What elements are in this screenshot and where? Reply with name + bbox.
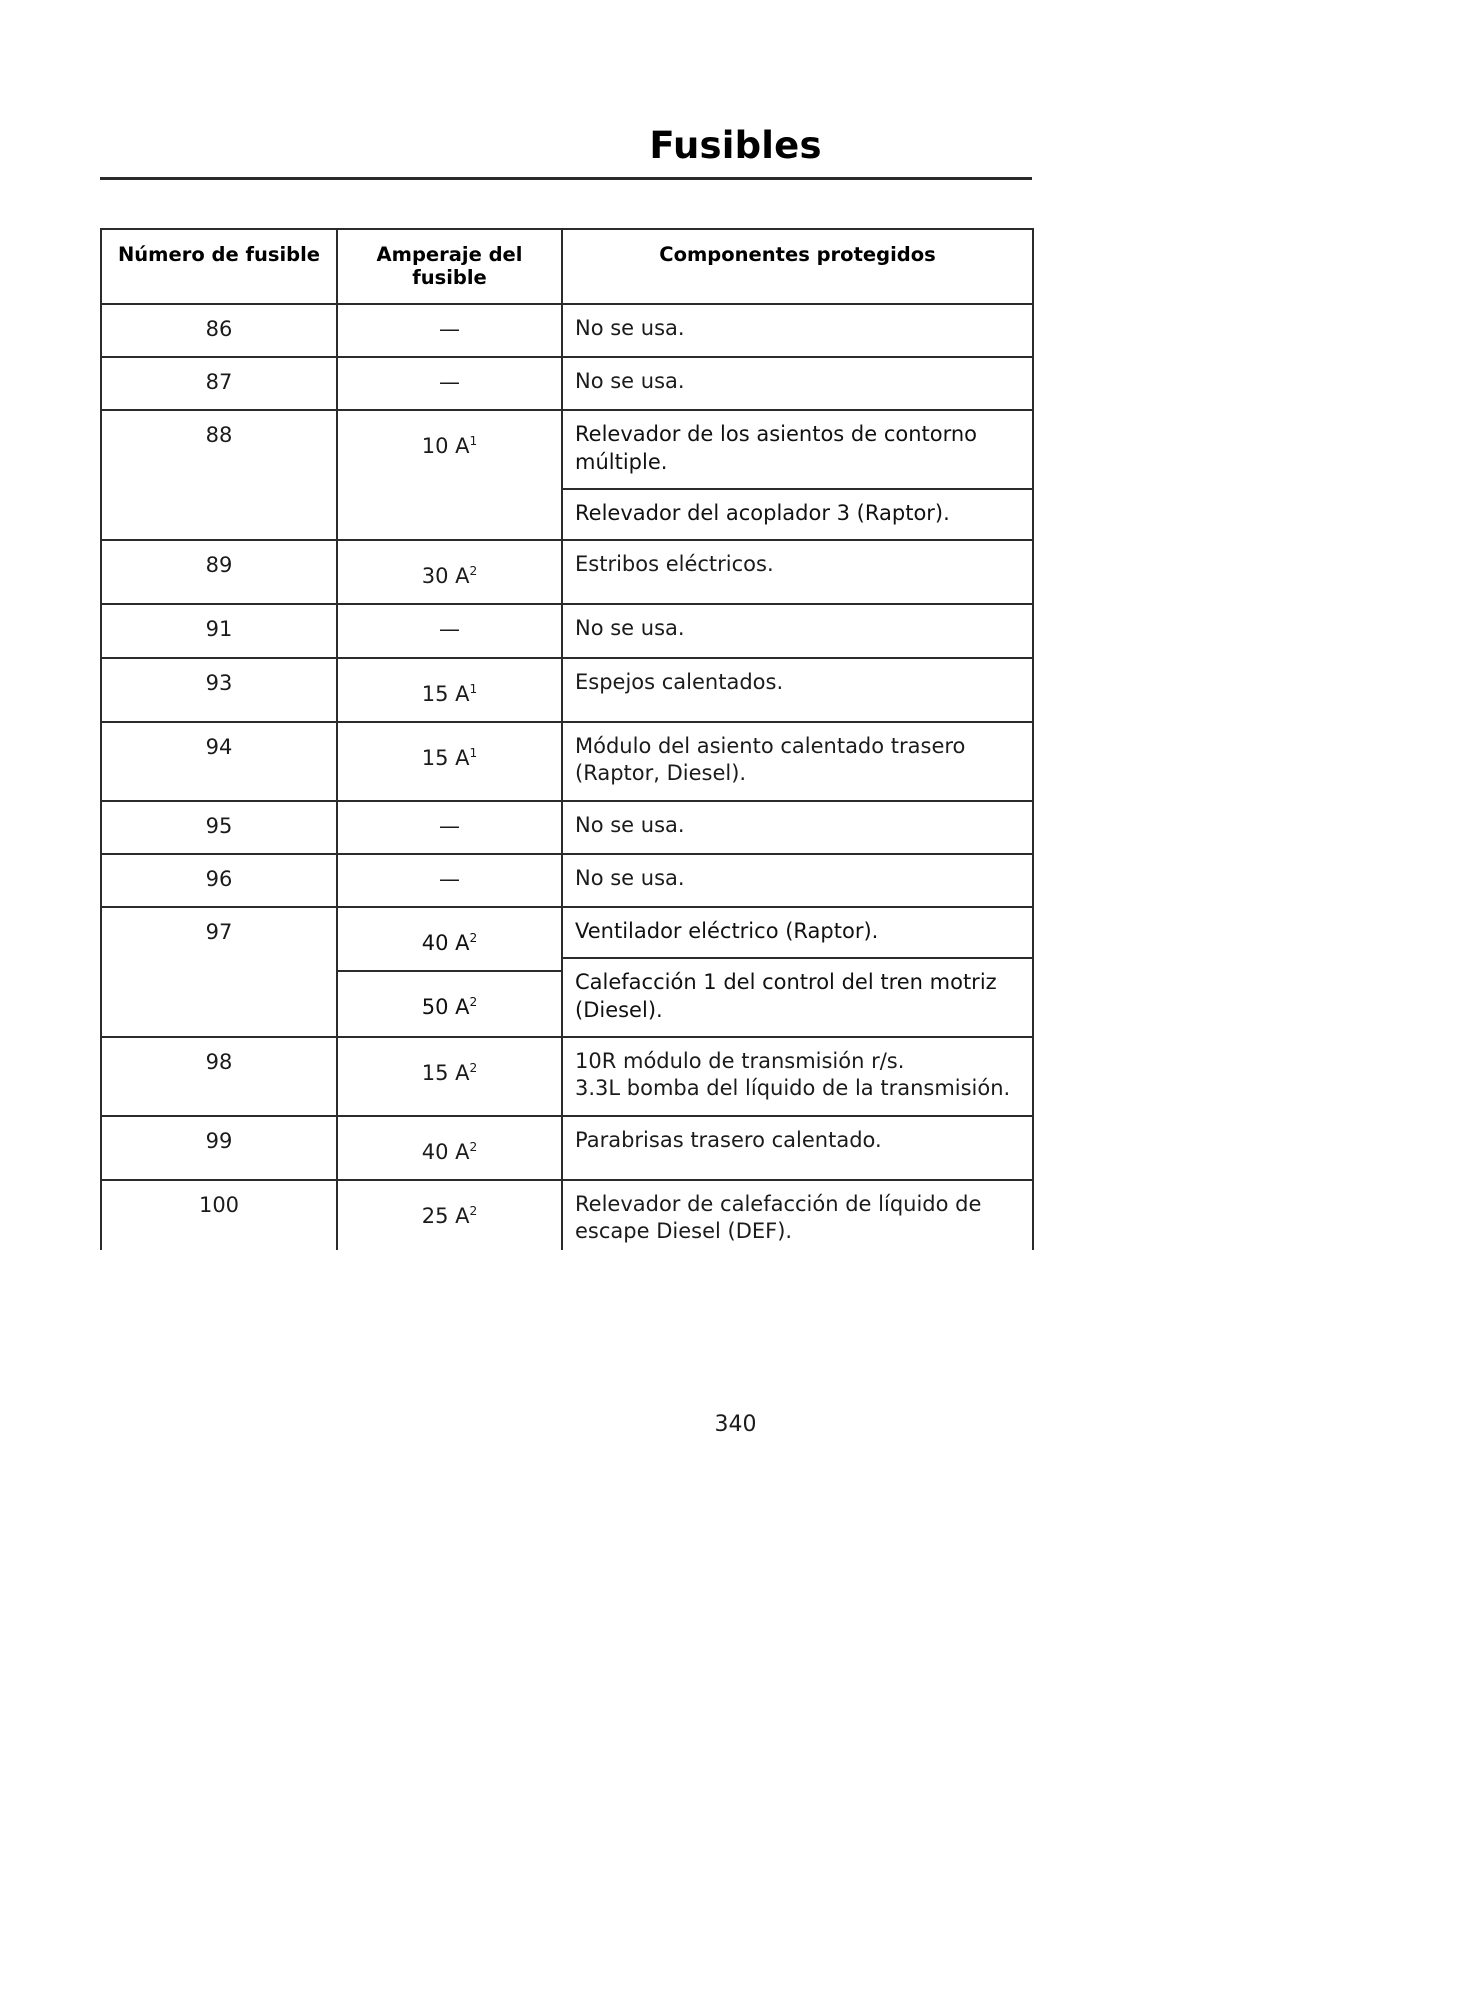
- component-subcell: Relevador de los asientos de contorno múltiple.: [563, 411, 1032, 490]
- table-row: [101, 658, 1033, 722]
- table-row: [101, 357, 1033, 410]
- cell-fuse-number: 98: [101, 1037, 337, 1116]
- cell-fuse-number: 87: [101, 357, 337, 410]
- cell-protected-components: No se usa.: [562, 357, 1033, 410]
- table-header: [101, 229, 1033, 304]
- column-header-protected-components: Componentes protegidos: [562, 229, 1033, 304]
- table-body: [101, 304, 1033, 1250]
- table-row: [101, 1180, 1033, 1250]
- cell-fuse-amperage: —: [337, 854, 562, 907]
- cell-protected-components: No se usa.: [562, 801, 1033, 854]
- column-header-fuse-number: Número de fusible: [101, 229, 337, 304]
- cell-fuse-amperage: 30 $A^2$: [337, 540, 562, 604]
- fuse-table: [100, 228, 1034, 1250]
- amperage-subcell: 40 $A^2$: [338, 908, 561, 972]
- footnote-marker: 2: [469, 931, 478, 946]
- cell-protected-components: [562, 907, 1033, 1037]
- cell-fuse-number: 93: [101, 658, 337, 722]
- cell-fuse-number: 96: [101, 854, 337, 907]
- cell-fuse-amperage: —: [337, 357, 562, 410]
- footnote-marker: 2: [469, 1203, 478, 1218]
- cell-fuse-number: 86: [101, 304, 337, 357]
- cell-protected-components: No se usa.: [562, 304, 1033, 357]
- cell-protected-components: Parabrisas trasero calentado.: [562, 1116, 1033, 1180]
- table-row: [101, 604, 1033, 657]
- cell-fuse-amperage: —: [337, 604, 562, 657]
- fuse-table-container: [100, 228, 1036, 1250]
- cell-fuse-amperage: —: [337, 304, 562, 357]
- table-header-row: [101, 229, 1033, 304]
- cell-protected-components: 10R módulo de transmisión r/s. 3.3L bomba del líquido de la transmisión.: [562, 1037, 1033, 1116]
- component-subcell: Calefacción 1 del control del tren motriz (Diesel).: [575, 970, 997, 1022]
- cell-protected-components: No se usa.: [562, 854, 1033, 907]
- footnote-marker: 1: [469, 434, 478, 449]
- cell-protected-components: Módulo del asiento calentado trasero (Raptor, Diesel).: [562, 722, 1033, 801]
- cell-fuse-number: 94: [101, 722, 337, 801]
- cell-fuse-number: 89: [101, 540, 337, 604]
- page-number: 340: [714, 1412, 757, 1437]
- cell-fuse-amperage: 40 $A^2$: [337, 1116, 562, 1180]
- table-row: [101, 540, 1033, 604]
- table-row: [101, 304, 1033, 357]
- cell-fuse-number: 91: [101, 604, 337, 657]
- cell-protected-components: [562, 410, 1033, 540]
- cell-fuse-number: 100: [101, 1180, 337, 1250]
- cell-fuse-number: 88: [101, 410, 337, 540]
- amperage-subcell: 50 $A^2$: [421, 995, 478, 1020]
- table-row: [101, 801, 1033, 854]
- cell-fuse-number: 95: [101, 801, 337, 854]
- component-subcell: Ventilador eléctrico (Raptor).: [563, 908, 1032, 959]
- table-row: [101, 722, 1033, 801]
- table-row: [101, 410, 1033, 540]
- cell-protected-components: Estribos eléctricos.: [562, 540, 1033, 604]
- footnote-marker: 2: [469, 1060, 478, 1075]
- cell-protected-components: Relevador de calefacción de líquido de escape Diesel (DEF).: [562, 1180, 1033, 1250]
- cell-fuse-amperage: 15 $A^1$: [337, 722, 562, 801]
- column-header-fuse-amperage: Amperaje del fusible: [337, 229, 562, 304]
- cell-fuse-number: 99: [101, 1116, 337, 1180]
- footnote-marker: 1: [469, 745, 478, 760]
- cell-fuse-amperage: 15 $A^2$: [337, 1037, 562, 1116]
- footnote-marker: 2: [469, 1139, 478, 1154]
- footnote-marker: 2: [469, 995, 478, 1010]
- table-row: [101, 1037, 1033, 1116]
- cell-fuse-amperage: [337, 907, 562, 1037]
- page-title: Fusibles: [649, 124, 822, 167]
- component-subcell: Relevador del acoplador 3 (Raptor).: [575, 500, 950, 525]
- cell-fuse-amperage: —: [337, 801, 562, 854]
- cell-fuse-amperage: 10 $A^1$: [337, 410, 562, 540]
- cell-fuse-amperage: 15 $A^1$: [337, 658, 562, 722]
- cell-fuse-number: 97: [101, 907, 337, 1037]
- cell-protected-components: Espejos calentados.: [562, 658, 1033, 722]
- table-row: [101, 854, 1033, 907]
- title-divider: [100, 177, 1032, 180]
- footnote-marker: 2: [469, 564, 478, 579]
- table-row: [101, 1116, 1033, 1180]
- cell-protected-components: No se usa.: [562, 604, 1033, 657]
- table-row: [101, 907, 1033, 1037]
- footnote-marker: 1: [469, 681, 478, 696]
- cell-fuse-amperage: 25 $A^2$: [337, 1180, 562, 1250]
